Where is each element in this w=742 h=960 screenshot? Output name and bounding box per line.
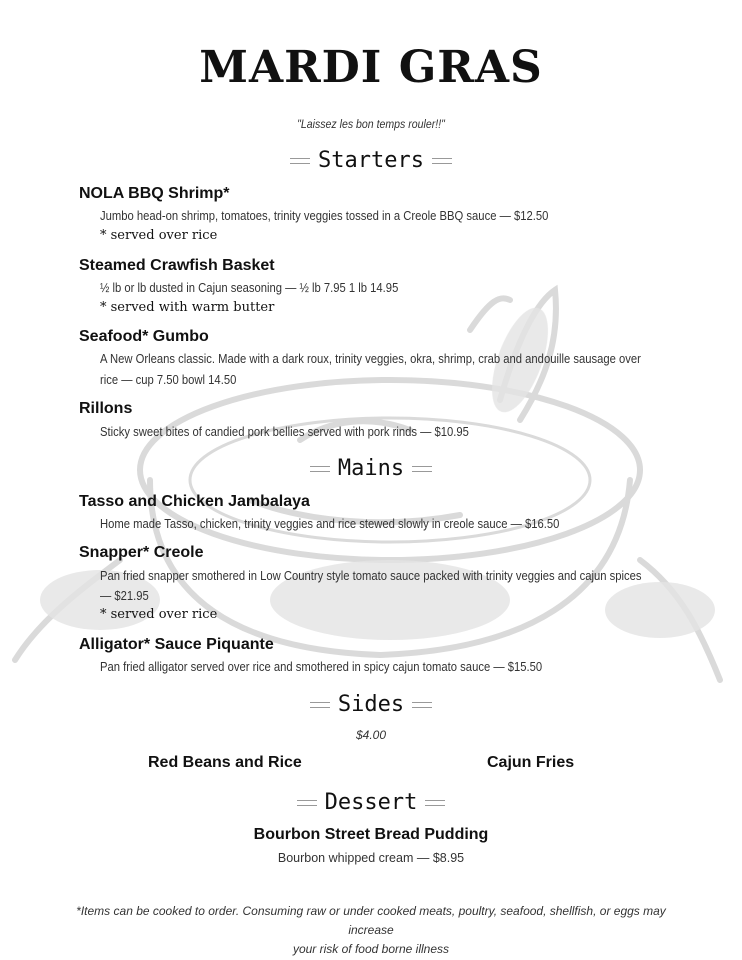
menu-item-note: * served over rice [100,228,218,243]
section-heading-label: Mains [337,456,405,481]
section-heading-starters [0,148,742,173]
menu-item-name: Rillons [79,400,133,417]
sides-price: $4.00 [355,728,387,742]
menu-item-name: Seafood* Gumbo [79,328,209,345]
section-heading-label: Sides [337,692,405,717]
section-heading-mains [0,456,742,481]
footnote [60,902,682,959]
menu-item-description: Pan fried snapper smothered in Low Country style tomato sauce packed with trinity veggies and cajun spices [100,569,642,583]
footnote-line: *Items can be cooked to order. Consuming raw or under cooked meats, poultry, seafood, shellfish, or eggs may increase [76,904,666,937]
menu-item-description: Jumbo head-on shrimp, tomatoes, trinity veggies tossed in a Creole BBQ sauce — $12.50 [100,209,549,223]
section-heading-sides [0,692,742,717]
menu-item-name: Alligator* Sauce Piquante [79,636,274,653]
menu-item-description: Sticky sweet bites of candied pork bellies served with pork rinds — $10.95 [100,425,469,439]
heading-rule-right [432,158,452,164]
menu-item-name: NOLA BBQ Shrimp* [79,185,230,202]
dessert-description: Bourbon whipped cream — $8.95 [277,851,465,865]
footnote-line: your risk of food borne illness [292,942,450,956]
heading-rule-left [310,466,330,472]
heading-rule-right [425,800,445,806]
menu-item-description: ½ lb or lb dusted in Cajun seasoning — ½ lb 7.95 1 lb 14.95 [100,281,399,295]
menu-item-description: rice — cup 7.50 bowl 14.50 [100,373,237,387]
section-heading-label: Dessert [324,790,418,815]
tagline: "Laissez les bon temps rouler!!" [297,117,445,131]
side-item: Red Beans and Rice [148,754,302,771]
menu-item-description: Pan fried alligator served over rice and smothered in spicy cajun tomato sauce — $15.50 [100,660,543,674]
menu-item-name: Tasso and Chicken Jambalaya [79,493,310,510]
menu-item-name: Snapper* Creole [79,544,204,561]
side-item: Cajun Fries [487,754,575,771]
heading-rule-left [310,702,330,708]
heading-rule-right [412,466,432,472]
section-heading-dessert [0,790,742,815]
menu-item-description: A New Orleans classic. Made with a dark roux, trinity veggies, okra, shrimp, crab and andouille sausage over [100,352,641,366]
dessert-name: Bourbon Street Bread Pudding [253,826,489,843]
menu-item-note: * served with warm butter [100,300,275,315]
section-heading-label: Starters [318,148,424,173]
menu-title: MARDI GRAS [199,42,543,93]
menu-item-note: * served over rice [100,607,218,622]
heading-rule-left [290,158,310,164]
heading-rule-right [412,702,432,708]
menu-item-name: Steamed Crawfish Basket [79,257,275,274]
menu-item-description: Home made Tasso, chicken, trinity veggies and rice stewed slowly in creole sauce — $16.50 [100,517,560,531]
menu-item-description: — $21.95 [100,589,149,603]
heading-rule-left [297,800,317,806]
